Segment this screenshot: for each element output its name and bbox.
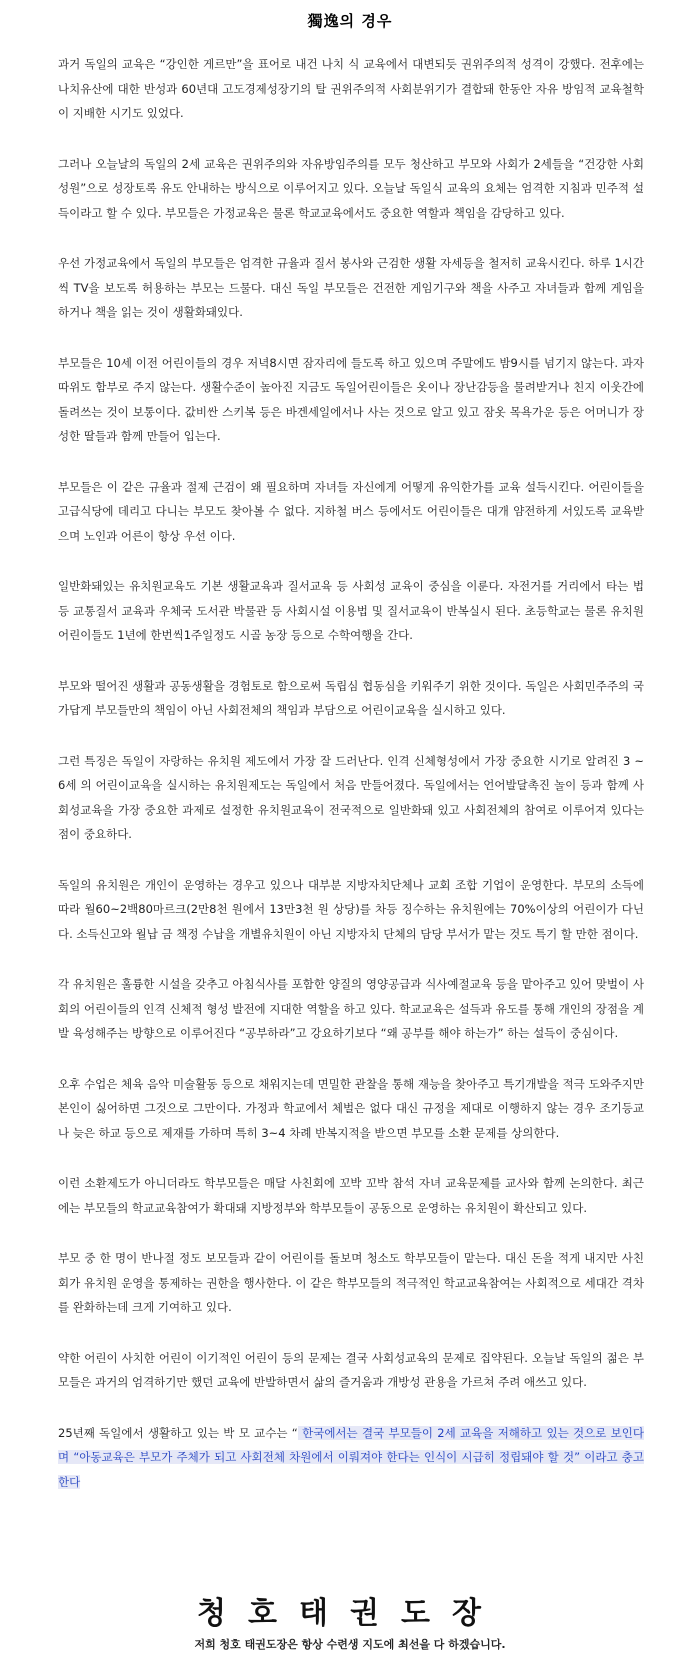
paragraph: 부모와 떨어진 생활과 공동생활을 경험토로 함으로써 독립심 협동심을 키워주기 위한 것이다. 독일은 사회민주주의 국가답게 부모들만의 책임이 아닌 사회전체의 책임과 부담으로 어린이교육을 실시하고 있다.: [58, 678, 644, 717]
highlighted-quote: 한국에서는 결국 부모들이 2세 교육을 저해하고 있는 것으로 보인다며 “아동교육은 부모가 주체가 되고 사회전체 차원에서 이뤄져야 한다는 인식이 시급히 정립돼야 할 것” 이라고 충고한다: [58, 1425, 645, 1489]
paragraph: 부모들은 10세 이전 어린이들의 경우 저녁8시면 잠자리에 들도록 하고 있으며 주말에도 밤9시를 넘기지 않는다. 과자 따위도 함부로 주지 않는다. 생활수준이 높아진 지금도 독일어린이들은 옷이나 장난감등을 물려받거나 친지 이웃간에 돌려쓰는 것이 보통이다. 값비싼 스키복 등은 바겐세일에서나 사는 것으로 알고 있고 잠옷 목욕가운 등은 어머니가 장성한 딸들과 함께 만들어 입는다.: [58, 355, 644, 443]
paragraph: 약한 어린이 사치한 어린이 이기적인 어린이 등의 문제는 결국 사회성교육의 문제로 집약된다. 오늘날 독일의 젊은 부모들은 과거의 엄격하기만 했던 교육에 반발하면서 삶의 즐거움과 개방성 관용을 가르쳐 주려 애쓰고 있다.: [58, 1350, 644, 1389]
academy-slogan: 저희 청호 태권도장은 항상 수련생 지도에 최선을 다 하겠습니다.: [194, 1638, 506, 1651]
paragraph: 부모들은 이 같은 규율과 절제 근검이 왜 필요하며 자녀들 자신에게 어떻게 유익한가를 교육 설득시킨다. 어린이들을 고급식당에 데리고 다니는 부모도 찾아볼 수 없다. 지하철 버스 등에서도 어린이들은 대개 얌전하게 서있도록 교육받으며 노인과 어른이 항상 우선 이다.: [58, 479, 644, 543]
paragraph: 그런 특징은 독일이 자랑하는 유치원 제도에서 가장 잘 드러난다. 인격 신체형성에서 가장 중요한 시기로 알려진 3 ~ 6세 의 어린이교육을 실시하는 유치원제도는 독일에서 처음 만들어졌다. 독일에서는 언어발달촉진 놀이 등과 함께 사회성교육을 가장 중요한 과제로 설정한 유치원교육이 전국적으로 일반화돼 있고 사회전체의 참여로 이루어져 있다는 점이 중요하다.: [58, 753, 644, 841]
paragraph: 오후 수업은 체육 음악 미술활동 등으로 채워지는데 면밀한 관찰을 통해 재능을 찾아주고 특기개발을 적극 도와주지만 본인이 싫어하면 그것으로 그만이다. 가정과 학교에서 체벌은 없다 대신 규정을 제대로 이행하지 않는 경우 조기등교나 늦은 하교 등으로 제재를 가하며 특히 3~4 차례 반복지적을 받으면 부모를 소환 문제를 상의한다.: [58, 1076, 644, 1140]
paragraph: 과거 독일의 교육은 “강인한 게르만”을 표어로 내건 나치 식 교육에서 대변되듯 권위주의적 성격이 강했다. 전후에는 나치유산에 대한 반성과 60년대 고도경제성장기의 탈 권위주의적 사회분위기가 결합돼 한동안 자유 방임적 교육철학이 지배한 시기도 있었다.: [58, 57, 644, 120]
paragraph: 일반화돼있는 유치원교육도 기본 생활교육과 질서교육 등 사회성 교육이 중심을 이룬다. 자전거를 거리에서 타는 법 등 교통질서 교육과 우체국 도서관 박물관 등 사회시설 이용법 및 질서교육이 반복실시 된다. 초등학교는 물론 유치원어린이들도 1년에 한번씩1주일정도 시골 농장 등으로 수학여행을 간다.: [58, 579, 644, 642]
paragraph: 부모 중 한 명이 반나절 정도 보모들과 같이 어린이를 돌보며 청소도 학부모들이 맡는다. 대신 돈을 적게 내지만 사친회가 유치원 운영을 통제하는 권한을 행사한다. 이 같은 학부모들의 적극적인 학교교육참여는 사회적으로 세대간 격차를 완화하는데 크게 기여하고 있다.: [58, 1251, 644, 1314]
article-body: [58, 52, 644, 1494]
paragraph: 각 유치원은 훌륭한 시설을 갖추고 아침식사를 포함한 양질의 영양공급과 식사예절교육 등을 맡아주고 있어 맞벌이 사회의 어린이들의 인격 신체적 형성 발전에 지대한 역할을 하고 있다. 학교교육은 설득과 유도를 통해 개인의 장점을 계발 육성해주는 방향으로 이루어진다 “공부하라”고 강요하기보다 “왜 공부를 해야 하는가” 하는 설득이 중심이다.: [58, 977, 644, 1040]
page-title: 獨逸의 경우: [307, 12, 393, 30]
paragraph: 그러나 오늘날의 독일의 2세 교육은 권위주의와 자유방임주의를 모두 청산하고 부모와 사회가 2세들을 “건강한 사회성원”으로 성장토록 유도 안내하는 방식으로 이루어지고 있다. 오늘날 독일식 교육의 요체는 엄격한 지침과 민주적 설득이라고 할 수 있다. 부모들은 가정교육은 물론 학교교육에서도 중요한 역할과 책임을 감당하고 있다.: [58, 156, 644, 220]
paragraph: 독일의 유치원은 개인이 운영하는 경우고 있으나 대부분 지방자치단체나 교회 조합 기업이 운영한다. 부모의 소득에 따라 월60~2백80마르크(2만8천 원에서 13만3천 원 상당)를 차등 징수하는 유치원에는 70%이상의 어린이가 다닌다. 소득신고와 월납 금 책정 수납을 개별유치원이 아닌 지방자치 단체의 담당 부서가 맡는 것도 특기 할 만한 점이다.: [58, 877, 644, 941]
closing-lead: 25년째 독일에서 생활하고 있는 박 모 교수는 “: [58, 1425, 298, 1440]
paragraph: 이런 소환제도가 아니더라도 학부모들은 매달 사친회에 꼬박 꼬박 참석 자녀 교육문제를 교사와 함께 논의한다. 최근에는 부모들의 학교교육참여가 확대돼 지방정부와 학부모들이 공동으로 운영하는 유치원이 확산되고 있다.: [58, 1176, 644, 1215]
closing-paragraph: [58, 1421, 644, 1495]
paragraph: 우선 가정교육에서 독일의 부모들은 엄격한 규율과 질서 봉사와 근검한 생활 자세등을 철저히 교육시킨다. 하루 1시간씩 TV을 보도록 허용하는 부모는 드물다. 대신 독일 부모들은 건전한 게임기구와 책을 사주고 자녀들과 함께 게임을 하거나 책을 읽는 것이 생활화돼있다.: [58, 256, 644, 319]
academy-name: 청호태권도장: [197, 1596, 503, 1631]
